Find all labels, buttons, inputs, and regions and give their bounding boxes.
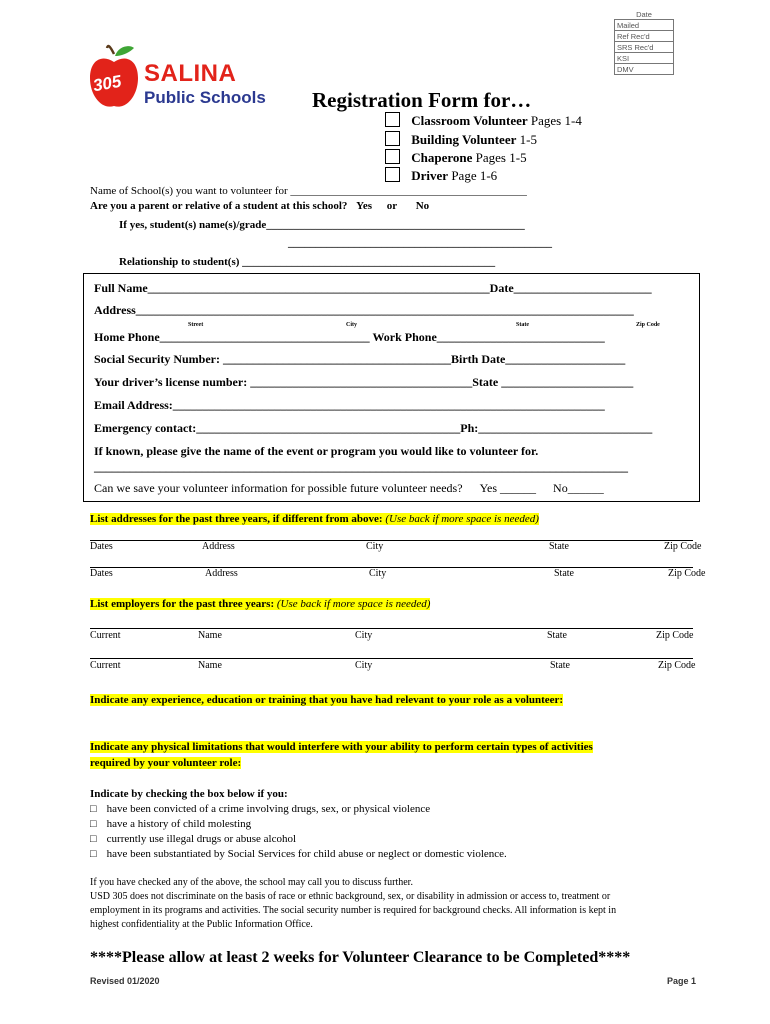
- form-title: Registration Form for…: [312, 88, 532, 112]
- address-col-state-2: State: [554, 568, 574, 579]
- driver-checkbox[interactable]: [385, 167, 400, 182]
- logo-public-schools: Public Schools: [144, 88, 266, 107]
- check-item-drugs: □ currently use illegal drugs or abuse alcohol: [90, 833, 297, 845]
- role-option-classroom: Classroom Volunteer Pages 1-4: [385, 112, 582, 129]
- address-col-state-1: State: [549, 541, 569, 552]
- classroom-checkbox[interactable]: [385, 112, 400, 127]
- parent-no[interactable]: No: [415, 200, 430, 212]
- address-line-1[interactable]: [90, 540, 693, 541]
- save-no-field[interactable]: No______: [553, 481, 604, 495]
- address-col-city-2: City: [369, 568, 387, 579]
- address-sub-state: State: [516, 322, 529, 328]
- revised-date: Revised 01/2020: [90, 976, 160, 986]
- employer-line-1[interactable]: [90, 628, 693, 629]
- chaperone-checkbox[interactable]: [385, 149, 400, 164]
- disclaimer-line1: USD 305 does not discriminate on the basis of race or ethnic background, sex, or disability in admission or access to, treatment or: [90, 891, 611, 902]
- office-row-ksi: KSI: [615, 53, 674, 64]
- page-number: Page 1: [667, 976, 697, 986]
- event-field[interactable]: _________________________________________________________________________________________: [94, 460, 628, 474]
- disclaimer-line2: employment in its programs and activities. The social security number is required for background checks. All information is kept in: [90, 905, 617, 916]
- office-row-dmv: DMV: [615, 64, 674, 75]
- full-name-field[interactable]: Full Name_________________________________________________________Date_______________________: [94, 281, 652, 295]
- drugs-checkbox[interactable]: □: [90, 833, 97, 845]
- employer-col-city-1: City: [355, 630, 373, 641]
- office-row-ref: Ref Rec'd: [615, 31, 674, 42]
- address-col-address-1: Address: [202, 541, 235, 552]
- office-use-table: [614, 9, 674, 75]
- address-sub-street: Street: [188, 322, 204, 328]
- disclaimer-call: If you have checked any of the above, the school may call you to discuss further.: [90, 877, 413, 888]
- ssn-birthdate-fields[interactable]: Social Security Number: ______________________________________Birth Date____________________: [94, 352, 626, 366]
- building-checkbox[interactable]: [385, 131, 400, 146]
- school-name-field[interactable]: Name of School(s) you want to volunteer for ___________________________________________: [90, 185, 527, 197]
- role-option-chaperone: Chaperone Pages 1-5: [385, 149, 527, 166]
- check-item-molesting: □ have a history of child molesting: [90, 818, 252, 830]
- parent-yes[interactable]: Yes: [356, 200, 373, 212]
- logo-number: 305: [91, 71, 123, 96]
- school-logo: [88, 44, 278, 114]
- relationship-field[interactable]: Relationship to student(s) ______________________________________________: [119, 256, 496, 268]
- emergency-contact-field[interactable]: Emergency contact:____________________________________________Ph:_____________________________: [94, 421, 653, 435]
- employer-col-city-2: City: [355, 660, 373, 671]
- address-col-zip-1: Zip Code: [664, 541, 702, 552]
- employer-col-zip-1: Zip Code: [656, 630, 694, 641]
- email-field[interactable]: Email Address:________________________________________________________________________: [94, 398, 605, 412]
- check-item-crime: □ have been convicted of a crime involving drugs, sex, or physical violence: [90, 803, 431, 815]
- role-option-driver: Driver Page 1-6: [385, 167, 497, 184]
- address-sub-city: City: [346, 322, 357, 328]
- address-col-dates-1: Dates: [90, 541, 113, 552]
- employer-line-2[interactable]: [90, 658, 693, 659]
- address-col-address-2: Address: [205, 568, 238, 579]
- office-row-mailed: Mailed: [615, 20, 674, 31]
- social-services-checkbox[interactable]: □: [90, 848, 97, 860]
- student-names-field[interactable]: If yes, student(s) name(s)/grade_______________________________________________: [119, 219, 525, 231]
- address-col-city-1: City: [366, 541, 384, 552]
- employers-heading: List employers for the past three years: (Use back if more space is needed): [90, 598, 431, 610]
- employer-col-state-1: State: [547, 630, 567, 641]
- molesting-checkbox[interactable]: □: [90, 818, 97, 830]
- address-sub-zip: Zip Code: [636, 322, 660, 328]
- limitations-question-line2: required by your volunteer role:: [90, 757, 242, 769]
- experience-question: Indicate any experience, education or training that you have had relevant to your role as a volunteer:: [90, 694, 564, 706]
- address-col-dates-2: Dates: [90, 568, 113, 579]
- employer-col-zip-2: Zip Code: [658, 660, 696, 671]
- employer-col-name-1: Name: [198, 630, 222, 641]
- logo-salina: SALINA: [144, 60, 237, 87]
- phone-fields[interactable]: Home Phone___________________________________ Work Phone____________________________: [94, 330, 605, 344]
- student-names-line2[interactable]: ________________________________________________: [288, 237, 552, 249]
- employer-col-current-1: Current: [90, 630, 121, 641]
- employer-col-current-2: Current: [90, 660, 121, 671]
- employer-col-name-2: Name: [198, 660, 222, 671]
- check-heading: Indicate by checking the box below if you:: [90, 788, 288, 800]
- event-question: If known, please give the name of the event or program you would like to volunteer for.: [94, 444, 539, 458]
- save-yes-field[interactable]: Yes ______: [479, 481, 537, 495]
- disclaimer-line3: highest confidentiality at the Public Information Office.: [90, 919, 313, 930]
- clearance-notice: ****Please allow at least 2 weeks for Volunteer Clearance to be Completed****: [90, 949, 631, 966]
- parent-question: Are you a parent or relative of a student at this school? Yes or No: [90, 200, 430, 212]
- check-item-social-services: □ have been substantiated by Social Services for child abuse or neglect or domestic violence.: [90, 848, 507, 860]
- save-info-question: Can we save your volunteer information for possible future volunteer needs? Yes ______ No______: [94, 481, 604, 495]
- employer-col-state-2: State: [550, 660, 570, 671]
- role-option-building: Building Volunteer 1-5: [385, 131, 537, 148]
- crime-checkbox[interactable]: □: [90, 803, 97, 815]
- addresses-heading: List addresses for the past three years, if different from above: (Use back if more space is needed): [90, 513, 539, 525]
- address-field[interactable]: Address___________________________________________________________________________________: [94, 303, 634, 317]
- address-col-zip-2: Zip Code: [668, 568, 706, 579]
- office-row-srs: SRS Rec'd: [615, 42, 674, 53]
- limitations-question-line1: Indicate any physical limitations that would interfere with your ability to perform certain types of activities: [90, 741, 593, 753]
- address-line-2[interactable]: [90, 567, 693, 568]
- license-state-fields[interactable]: Your driver’s license number: _____________________________________State ______________________: [94, 375, 634, 389]
- office-header-cell: Date: [636, 9, 652, 19]
